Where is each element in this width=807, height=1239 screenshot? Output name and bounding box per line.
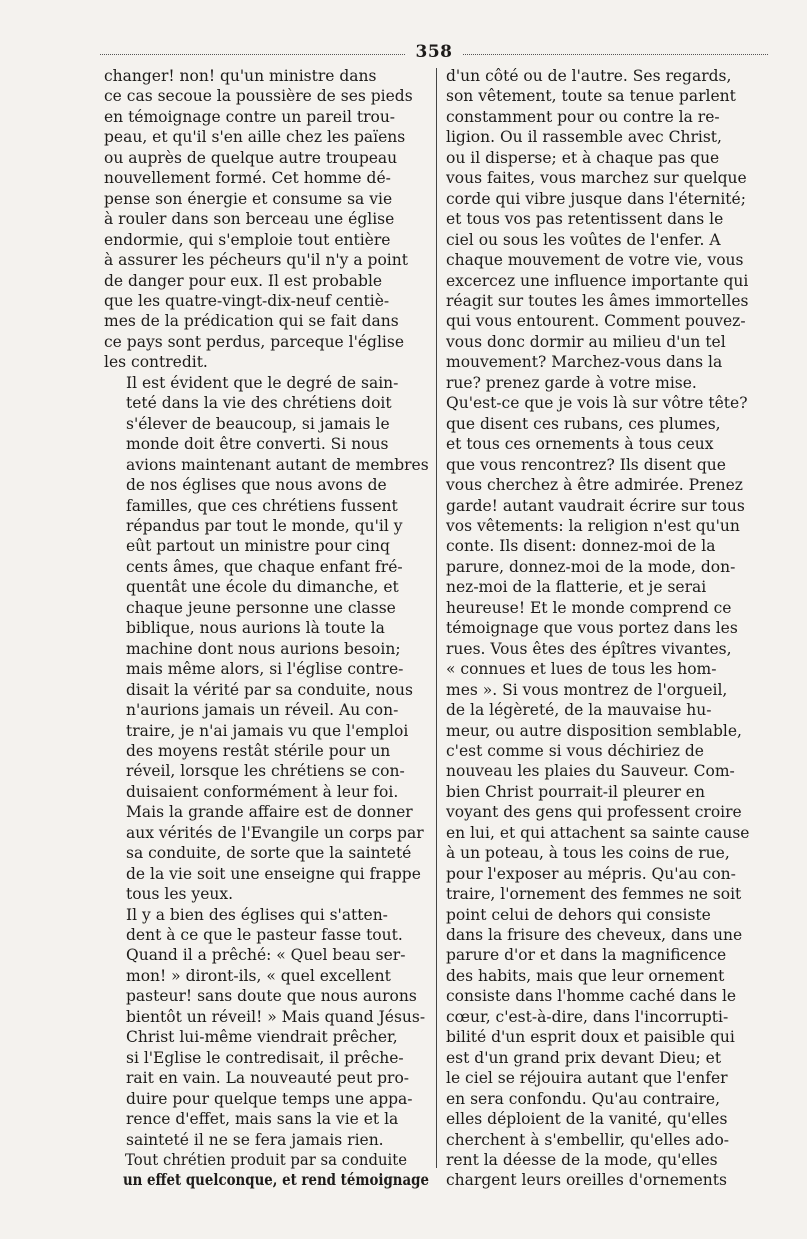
text-line: réveil, lorsque les chrétiens se con-: [126, 762, 405, 781]
text-line: ciel ou sous les voûtes de l'enfer. A: [446, 230, 721, 249]
text-line: que vous rencontrez? Ils disent que: [446, 455, 726, 474]
text-line: bientôt un réveil! » Mais quand Jésus-: [126, 1007, 426, 1026]
text-line: c'est comme si vous déchiriez de: [446, 741, 704, 760]
text-line: réagit sur toutes les âmes immortelles: [446, 291, 749, 310]
text-line: changer! non! qu'un ministre dans: [104, 67, 377, 85]
text-line: « connues et lues de tous les hom-: [446, 660, 717, 679]
text-line: le ciel se réjouira autant que l'enfer: [446, 1069, 728, 1088]
text-line: que disent ces rubans, ces plumes,: [446, 414, 721, 433]
text-line: mes de la prédication qui se fait dans: [104, 312, 399, 331]
text-line: rait en vain. La nouveauté peut pro-: [126, 1069, 410, 1088]
paragraph: [104, 1150, 429, 1191]
text-line: voyant des gens qui professent croire: [446, 803, 742, 822]
text-line: cents âmes, que chaque enfant fré-: [126, 557, 403, 576]
text-line: dans la frisure des cheveux, dans une: [446, 926, 743, 945]
text-line: bien Christ pourrait-il pleurer en: [446, 782, 705, 801]
text-line: pour l'exposer au mépris. Qu'au con-: [446, 864, 736, 883]
text-line: si l'Eglise le contredisait, il prêche-: [126, 1048, 404, 1067]
text-line: chaque jeune personne une classe: [126, 598, 396, 617]
text-line: rence d'effet, mais sans la vie et la: [126, 1110, 399, 1129]
text-line: ce pays sont perdus, parceque l'église: [104, 332, 405, 351]
text-line: d'un côté ou de l'autre. Ses regards,: [446, 67, 732, 85]
text-line: vous faites, vous marchez sur quelque: [446, 169, 747, 188]
text-line: son vêtement, toute sa tenue parlent: [446, 87, 736, 106]
text-line: pasteur! sans doute que nous aurons: [126, 987, 417, 1006]
text-line: quentât une école du dimanche, et: [126, 578, 399, 597]
text-line: Tout chrétien produit par sa conduite: [125, 1151, 408, 1170]
text-line: Christ lui-même viendrait prêcher,: [126, 1028, 398, 1047]
text-line: constamment pour ou contre la re-: [446, 107, 720, 126]
paragraph: [104, 905, 429, 1150]
text-line: de nos églises que nous avons de: [126, 476, 387, 495]
text-line: aux vérités de l'Evangile un corps par: [126, 823, 424, 842]
text-line: Mais la grande affaire est de donner: [126, 803, 413, 822]
text-line: machine dont nous aurions besoin;: [126, 639, 401, 658]
text-line: que les quatre-vingt-dix-neuf centiè-: [104, 291, 390, 310]
text-line: avions maintenant autant de membres: [126, 455, 429, 474]
text-line: parure, donnez-moi de la mode, don-: [446, 557, 736, 576]
text-line: Il est évident que le degré de sain-: [126, 373, 399, 392]
text-line: duisaient conformément à leur foi.: [126, 782, 399, 801]
text-line: qui vous entourent. Comment pouvez-: [446, 312, 746, 331]
text-line: Il y a bien des églises qui s'atten-: [126, 905, 388, 924]
text-line: rue? prenez garde à votre mise.: [446, 373, 697, 392]
text-line: mes ». Si vous montrez de l'orgueil,: [446, 680, 728, 699]
text-line: meur, ou autre disposition semblable,: [446, 721, 742, 740]
text-line: est d'un grand prix devant Dieu; et: [446, 1048, 722, 1067]
page-header: [100, 42, 768, 66]
text-line: de la légèreté, de la mauvaise hu-: [446, 701, 712, 720]
text-line: chaque mouvement de votre vie, vous: [446, 251, 744, 270]
text-line: conte. Ils disent: donnez-moi de la: [446, 537, 716, 556]
text-line: eût partout un ministre pour cinq: [126, 537, 390, 556]
paragraph: [446, 66, 771, 1191]
text-line: et tous ces ornements à tous ceux: [446, 435, 714, 454]
text-line: nouvellement formé. Cet homme dé-: [104, 169, 391, 188]
text-line: vos vêtements: la religion n'est qu'un: [446, 516, 740, 535]
text-line: de danger pour eux. Il est probable: [104, 271, 383, 290]
text-line: dent à ce que le pasteur fasse tout.: [126, 926, 403, 945]
text-line: ou il disperse; et à chaque pas que: [446, 148, 720, 167]
text-line: ou auprès de quelque autre troupeau: [104, 148, 398, 167]
text-line: à un poteau, à tous les coins de rue,: [446, 844, 730, 863]
text-line: de la vie soit une enseigne qui frappe: [126, 864, 421, 883]
text-line: traire, l'ornement des femmes ne soit: [446, 885, 742, 904]
text-line: elles déploient de la vanité, qu'elles: [446, 1110, 728, 1129]
text-line: un effet quelconque, et rend témoignage: [122, 1170, 429, 1190]
text-line: disait la vérité par sa conduite, nous: [126, 680, 413, 699]
text-line: parure d'or et dans la magnificence: [446, 946, 727, 965]
text-line: à rouler dans son berceau une église: [104, 210, 395, 229]
right-column: [446, 66, 771, 1191]
text-line: mouvement? Marchez-vous dans la: [446, 353, 723, 372]
header-rule-right: [463, 54, 768, 55]
text-line: consiste dans l'homme caché dans le: [446, 987, 737, 1006]
text-line: des moyens restât stérile pour un: [126, 741, 391, 760]
text-line: sainteté il ne se fera jamais rien.: [126, 1130, 384, 1149]
text-line: Quand il a prêché: « Quel beau ser-: [126, 946, 406, 965]
text-line: peau, et qu'il s'en aille chez les païens: [104, 128, 406, 147]
text-line: duire pour quelque temps une appa-: [126, 1089, 413, 1108]
text-line: en lui, et qui attachent sa sainte cause: [446, 823, 750, 842]
text-line: les contredit.: [104, 353, 208, 372]
text-line: heureuse! Et le monde comprend ce: [446, 598, 732, 617]
text-line: teté dans la vie des chrétiens doit: [126, 394, 392, 413]
text-line: rues. Vous êtes des épîtres vivantes,: [446, 639, 732, 658]
text-line: répandus par tout le monde, qu'il y: [126, 516, 403, 535]
text-line: témoignage que vous portez dans les: [446, 619, 738, 638]
text-line: bilité d'un esprit doux et paisible qui: [446, 1028, 735, 1047]
text-line: à assurer les pécheurs qu'il n'y a point: [104, 251, 408, 270]
text-line: sa conduite, de sorte que la sainteté: [126, 844, 412, 863]
text-line: des habits, mais que leur ornement: [446, 966, 725, 985]
text-line: excercez une influence importante qui: [446, 271, 749, 290]
text-line: et tous vos pas retentissent dans le: [446, 210, 724, 229]
text-line: endormie, qui s'emploie tout entière: [104, 230, 391, 249]
text-line: mais même alors, si l'église contre-: [126, 660, 404, 679]
text-line: traire, je n'ai jamais vu que l'emploi: [126, 721, 409, 740]
text-line: biblique, nous aurions là toute la: [126, 619, 385, 638]
text-line: cœur, c'est-à-dire, dans l'incorrupti-: [446, 1007, 729, 1026]
text-line: s'élever de beaucoup, si jamais le: [126, 414, 390, 433]
text-line: ce cas secoue la poussière de ses pieds: [104, 87, 413, 106]
text-line: ligion. Ou il rassemble avec Christ,: [446, 128, 722, 147]
text-line: chargent leurs oreilles d'ornements: [446, 1171, 727, 1190]
text-line: rent la déesse de la mode, qu'elles: [446, 1151, 718, 1170]
left-column: [104, 66, 429, 1191]
text-line: monde doit être converti. Si nous: [126, 435, 389, 454]
page-number: 358: [415, 42, 453, 62]
text-line: tous les yeux.: [126, 885, 234, 904]
text-line: garde! autant vaudrait écrire sur tous: [446, 496, 745, 515]
text-line: Qu'est-ce que je vois là sur vôtre tête?: [446, 394, 748, 413]
text-line: en sera confondu. Qu'au contraire,: [446, 1089, 721, 1108]
text-line: nez-moi de la flatterie, et je serai: [446, 578, 707, 597]
paragraph: [104, 66, 429, 373]
text-line: familles, que ces chrétiens fussent: [126, 496, 398, 515]
text-line: pense son énergie et consume sa vie: [104, 189, 393, 208]
text-line: mon! » diront-ils, « quel excellent: [126, 966, 391, 985]
text-line: cherchent à s'embellir, qu'elles ado-: [446, 1130, 730, 1149]
text-line: corde qui vibre jusque dans l'éternité;: [446, 189, 746, 208]
text-line: n'aurions jamais un réveil. Au con-: [126, 701, 399, 720]
text-line: vous cherchez à être admirée. Prenez: [446, 476, 743, 495]
text-line: nouveau les plaies du Sauveur. Com-: [446, 762, 735, 781]
paragraph: [104, 373, 429, 905]
text-line: vous donc dormir au milieu d'un tel: [446, 332, 726, 351]
column-divider: [436, 68, 437, 1168]
text-line: en témoignage contre un pareil trou-: [104, 107, 396, 126]
text-line: point celui de dehors qui consiste: [446, 905, 711, 924]
